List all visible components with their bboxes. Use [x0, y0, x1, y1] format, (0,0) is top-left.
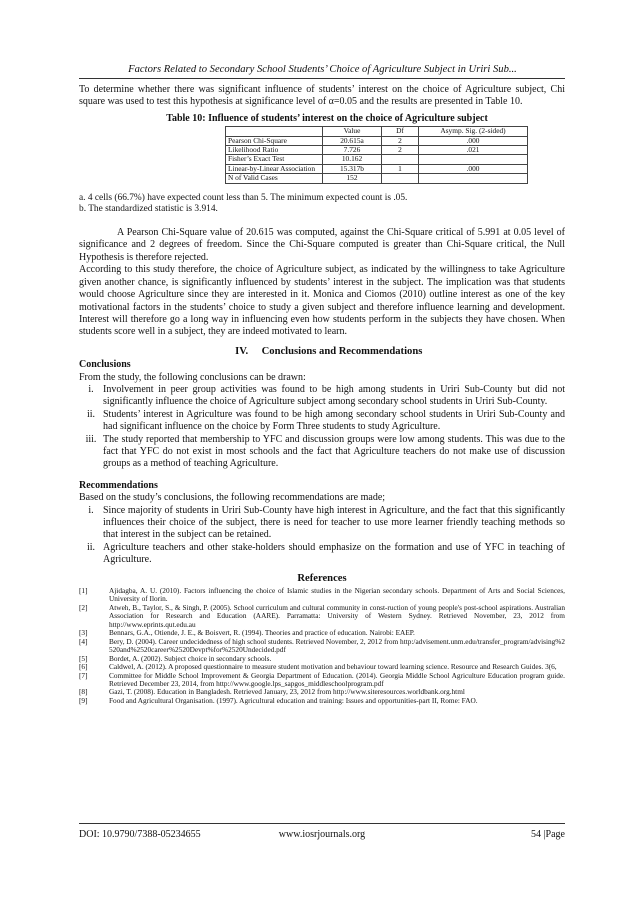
list-text: Agriculture teachers and other stake-holders should emphasize on the formation and use of YFC in teaching of Agriculture. [103, 541, 565, 566]
reference-number: [3] [79, 628, 88, 638]
reference-number: [4] [79, 636, 88, 646]
table-cell: Pearson Chi-Square [226, 136, 323, 145]
table-header-cell: Asymp. Sig. (2-sided) [419, 127, 528, 136]
reference-item [79, 672, 565, 689]
reference-text: Bennars, G.A., Otiende, J. E., & Boisvert, R. (1994). Theories and practice of education. Nairobi: EAEP. [109, 628, 415, 638]
discussion-paragraph: According to this study therefore, the choice of Agriculture subject, as indicated by the willingness to take Agriculture given another chance, is significantly influenced by students’ interest in the subject. The implication was that students would choose Agriculture since they are interested in it. Monica and Ciomos (2010) outline interest as one of the key motivational factors in the students’ choice to study a given subject and therefore influence learning and development. Interest will therefore go a long way in influencing even how students perform in the subjects they have chosen. When students score well in a subject, they are indeed motivated to learn. [79, 264, 565, 338]
table-cell [419, 155, 528, 164]
list-item [79, 505, 565, 542]
recommendations-heading: Recommendations [79, 479, 158, 491]
discussion-paragraph: A Pearson Chi-Square value of 20.615 was computed, against the Chi-Square critical of 5.991 at 0.05 level of significance and 2 degrees of freedom. Since the Chi-Square computed is greater than Chi-Square critical, the Null Hypothesis is therefore rejected. [79, 227, 565, 263]
table-cell: 15.317b [323, 164, 382, 173]
recommendations-lead: Based on the study’s conclusions, the following recommendations are made; [79, 492, 386, 504]
table-cell [419, 174, 528, 183]
reference-item [79, 604, 565, 629]
intro-paragraph: To determine whether there was significant influence of students’ interest on the choice of Agriculture subject, Chi square was used to test this hypothesis at significance level of α=0.05 and the results are presented in Table 10. [79, 84, 565, 108]
footer-rule [79, 823, 565, 824]
reference-number: [6] [79, 662, 88, 672]
list-item [79, 409, 565, 434]
footer-page-number: 54 |Page [531, 829, 565, 840]
table-row [226, 174, 528, 183]
table-cell [382, 174, 419, 183]
list-item [79, 384, 565, 409]
table-cell: Likelihood Ratio [226, 146, 323, 155]
table-cell: Linear-by-Linear Association [226, 164, 323, 173]
reference-item [79, 587, 565, 604]
reference-text: Ajidagba, A. U. (2010). Factors influencing the choice of Islamic studies in the Nigerian secondary schools. Department of Arts and Social Sciences, University of Ilorin. [109, 586, 565, 604]
table-cell: N of Valid Cases [226, 174, 323, 183]
list-marker: i. [88, 504, 94, 516]
footer-doi: DOI: 10.9790/7388-05234655 [79, 829, 201, 840]
reference-text: Gazi, T. (2008). Education in Bangladesh. Retrieved January, 23, 2012 from http://www.siteresources.worldbank.org.html [109, 687, 465, 697]
reference-number: [7] [79, 670, 88, 680]
table-cell: .000 [419, 164, 528, 173]
header-rule [79, 78, 565, 79]
list-marker: ii. [86, 541, 96, 553]
reference-number: [1] [79, 586, 88, 596]
table-cell: 10.162 [323, 155, 382, 164]
table-note: b. The standardized statistic is 3.914. [79, 203, 218, 214]
reference-number: [5] [79, 653, 88, 663]
list-marker: i. [88, 383, 94, 395]
references-heading: References [297, 572, 347, 584]
footer-journal-site: www.iosrjournals.org [278, 829, 366, 840]
list-text: Involvement in peer group activities was found to be high among students in Uriri Sub-County but did not significantly influence the choice of Agriculture subject among secondary school students in Uriri Sub-County. [103, 383, 565, 408]
list-text: The study reported that membership to YFC and discussion groups were low among students. This was due to the fact that YFC do not exist in most schools and the fact that Agriculture teachers do not make use of discussion groups as a method of teaching Agriculture. [103, 433, 565, 470]
reference-text: Atweh, B., Taylor, S., & Singh, P. (2005). School curriculum and cultural community in const-ruction of young people's post-school aspirations. Australian Association for Research and Education (AARE). Parramatta: University of Western Sydney. Retrieved November, 23, 2012 from http://www.eprints.qut.edu.au [109, 602, 565, 629]
reference-text: Food and Agricultural Organisation. (1997). Agricultural education and training: Issues and opportunities-part II, Rome: FAO. [109, 695, 478, 705]
table-row [226, 155, 528, 164]
running-head: Factors Related to Secondary School Students’ Choice of Agriculture Subject in Uriri Sub... [128, 64, 517, 75]
table-cell: .021 [419, 146, 528, 155]
table-cell: 2 [382, 146, 419, 155]
reference-text: Committee for Middle School Improvement & Georgia Department of Education. (2014). Georgia Middle School Agriculture Education program guide. Retrieved December 23, 2014, from http://www.google.lps_sapgos_middleschoolprogram.pdf [109, 670, 565, 689]
reference-text: Caldwel, A. (2012). A proposed questionnaire to measure student motivation and behaviour toward learning science. Resource and Research Guides. 3(6, [109, 662, 557, 672]
table-header-cell [226, 127, 323, 136]
table-caption: Table 10: Influence of students’ interest on the choice of Agriculture subject [166, 112, 488, 124]
table-header-cell: Df [382, 127, 419, 136]
table-notes [79, 193, 565, 215]
list-marker: iii. [85, 433, 97, 445]
list-text: Since majority of students in Uriri Sub-County have high interest in Agriculture, and the fact that this significantly influences their choice of the subject, there is need for teacher to use more learner friendly teaching methods so that interest in the subject can be retained. [103, 504, 565, 541]
section-title: Conclusions and Recommendations [261, 345, 423, 357]
table-cell: 2 [382, 136, 419, 145]
table-cell: 20.615a [323, 136, 382, 145]
conclusions-lead: From the study, the following conclusions can be drawn: [79, 371, 306, 383]
body-text [79, 84, 565, 705]
section-number: IV. [235, 345, 249, 357]
list-item [79, 542, 565, 567]
table-header-cell: Value [323, 127, 382, 136]
reference-item [79, 638, 565, 655]
reference-list [79, 587, 565, 705]
table-note: a. 4 cells (66.7%) have expected count less than 5. The minimum expected count is .05. [79, 192, 408, 203]
reference-text: Bery, D. (2004). Career undecidedness of high school students. Retrieved November, 2, 2012 from http:/advisement.unm.edu/transfer_program/advising%2520and%2520career%2520Devpt%for%2520Undecided.pdf [109, 636, 565, 655]
table-cell: 152 [323, 174, 382, 183]
reference-item [79, 697, 565, 705]
table-cell: 1 [382, 164, 419, 173]
reference-number: [2] [79, 602, 88, 612]
reference-number: [9] [79, 695, 88, 705]
section-heading [79, 346, 565, 358]
reference-text: Bordet, A. (2002). Subject choice in secondary schools. [109, 653, 272, 663]
table-cell: 7.726 [323, 146, 382, 155]
table-cell: .000 [419, 136, 528, 145]
list-marker: ii. [86, 408, 96, 420]
list-item [79, 434, 565, 471]
list-text: Students’ interest in Agriculture was found to be high among secondary school students in Uriri Sub-County and had significant influence on the choice by Form Three students to study Agriculture. [103, 408, 565, 433]
chi-square-table [225, 126, 528, 183]
table-cell: Fisher’s Exact Test [226, 155, 323, 164]
table-cell [382, 155, 419, 164]
table-header-row [226, 127, 528, 136]
reference-number: [8] [79, 687, 88, 697]
conclusions-heading: Conclusions [79, 359, 131, 371]
